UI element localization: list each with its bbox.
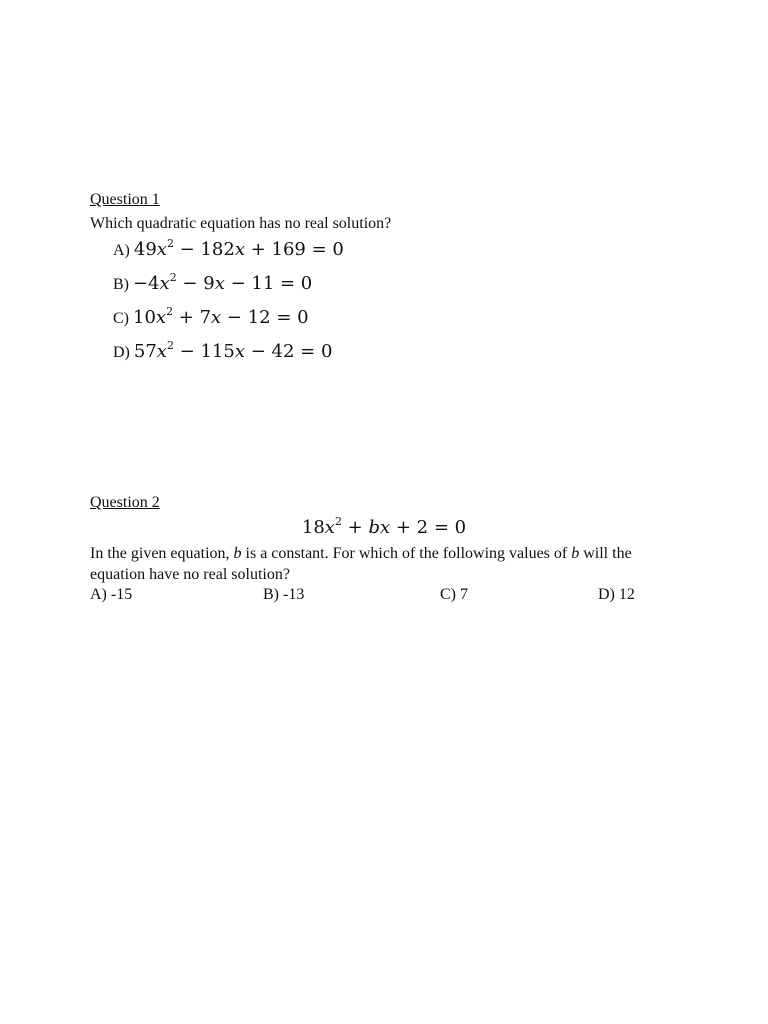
coef-b: − 115 xyxy=(173,341,235,362)
question-2-choice-c: C) 7 xyxy=(440,586,468,603)
constant-term: − 11 = 0 xyxy=(224,273,313,294)
coef-a: 57 xyxy=(133,341,157,362)
constant-term: − 12 = 0 xyxy=(221,307,309,328)
question-2-choice-a: A) -15 xyxy=(90,586,133,603)
question-1-option-b xyxy=(113,272,312,297)
option-equation: $-4x^2 - 9x - 11 = 0$ xyxy=(133,271,313,294)
option-equation: $49x^2 - 182x + 169 = 0$ xyxy=(133,237,344,260)
question-2-equation: $18x^2$ + bx + 2 = 0 xyxy=(301,515,467,538)
coef-a: 10 xyxy=(133,307,156,328)
question-1-option-a xyxy=(113,238,344,263)
option-letter: D) xyxy=(113,344,130,361)
question-1-option-c xyxy=(113,306,309,331)
constant-term: − 42 = 0 xyxy=(245,341,333,362)
option-letter: A) xyxy=(113,242,130,259)
plus-sign: + xyxy=(341,517,369,538)
coef-b: − 182 xyxy=(173,239,235,260)
coef-b: + 7 xyxy=(173,307,212,328)
option-letter: C) xyxy=(113,310,129,327)
coef-a: 18 xyxy=(301,517,325,538)
option-equation: $57x^2 - 115x - 42 = 0$ xyxy=(133,339,333,362)
variable-b: b xyxy=(233,545,242,562)
coef-a: −4 xyxy=(133,273,160,294)
question-2-choice-d: D) 12 xyxy=(598,586,635,603)
question-2-heading: Question 2 xyxy=(90,494,160,511)
option-letter: B) xyxy=(113,276,129,293)
constant-term: + 169 = 0 xyxy=(245,239,344,260)
constant-term: + 2 = 0 xyxy=(390,517,467,538)
question-1-option-d xyxy=(113,340,332,365)
variable-b: b xyxy=(571,545,580,562)
question-2-choice-b: B) -13 xyxy=(263,586,305,603)
question-2-prompt: In the given equation, b is a constant. For which of the following values of b will the equation have no real solution? xyxy=(90,545,632,583)
question-1-heading: Question 1 xyxy=(90,191,160,208)
coef-a: 49 xyxy=(133,239,157,260)
option-equation: $10x^2 + 7x - 12 = 0$ xyxy=(133,305,309,328)
question-1-prompt: Which quadratic equation has no real solution? xyxy=(90,215,392,232)
coef-b: − 9 xyxy=(176,273,215,294)
